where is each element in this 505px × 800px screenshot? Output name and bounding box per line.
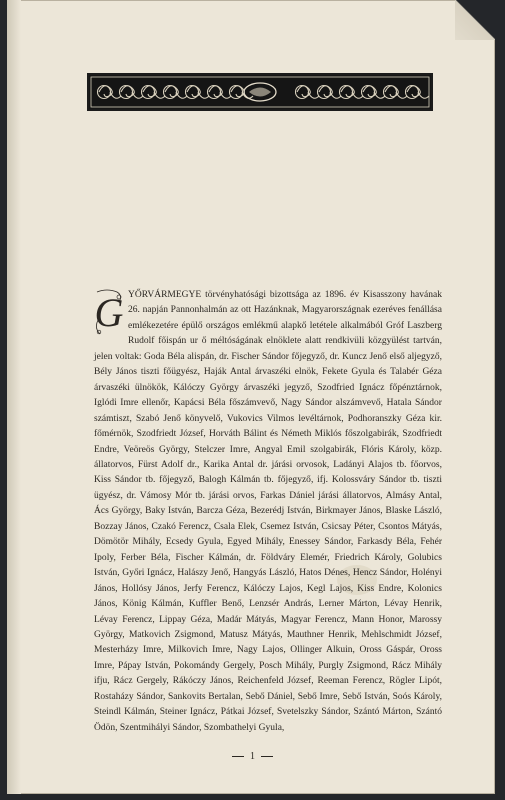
document-body-paragraph [94,288,442,736]
folded-corner [455,0,495,40]
ornamental-header-band [87,73,433,111]
document-page [7,0,495,794]
ornament-scroll-icon [89,75,431,109]
folio-dash-left [232,756,244,757]
page-number [0,751,505,762]
initial-letter-glyph: G [94,290,124,335]
page-number-value: 1 [250,751,255,762]
decorative-initial-letter [94,288,125,338]
paragraph-text: YŐRVÁRMEGYE törvényhatósági bizottsága az 1896. év Kisasszony havának 26. napján Pannonhalmán az ott Hazánknak, Magyarországnak ezeréves fenállása emlékezetére épülő országos emlékmű alapkő letétele alkalmából Gróf Laszberg Rudolf főispán ur ő méltóságának elnöklete alatt rendkivüli közgyülést tartván, jelen voltak: Goda Béla alispán, dr. Fischer Sándor főjegyző, dr. Kuncz Jenő első aljegyző, Bély János tiszti főügyész, Haják Antal árvaszéki elnök, Fekete Gyula és Talabér Géza árvaszéki ülnökök, Kálóczy György árvaszéki jegyző, Szodfried Ignácz főpénztárnok, Iglódi Imre ellenőr, Kapácsi Béla főszámvevő, Nagy Sándor alszámvevő, Hatala Sándor számtiszt, Szabó Jenő könyvelő, Vukovics Vilmos levéltárnok, Podhoranszky Géza kir. főmérnök, Szodfriedt József, Horváth Bálint és Németh Miklós főszolgabirák, Szodfriedt Endre, Veöreös György, Stelczer Imre, Angyal Emil szolgabirák, Flóris Károly, közp. állatorvos, Fürst Adolf dr., Karika Antal dr. járási orvosok, Ladányi Alajos tb. főorvos, Kiss Sándor tb. főjegyző, Balogh Kálmán tb. főjegyző, ifj. Kolossváry Sándor tb. tiszti ügyész, dr. Vámosy Mór tb. járási orvos, Farkas Dániel járási állatorvos, Almásy Antal, Ács György, Baky István, Barcza Géza, Bezerédj István, Birkmayer János, Blaske László, Bozzay János, Czakó Ferencz, Csala Elek, Csemez István, Csicsay Péter, Csontos Mátyás, Dömötör Mihály, Ecsedy Gyula, Egyed Mihály, Enessey Sándor, Farkasdy Béla, Fehér Ipoly, Ferber Béla, Fischer Kálmán, dr. Földváry Elemér, Friedrich Károly, Golubics István, Győri Ignácz, Halászy Jenő, Hangyás László, Hatos Dénes, Hencz Sándor, Holényi János, Hollósy János, Jerfy Ferencz, Kálóczy Lajos, Kegl Lajos, Kiss Endre, Kolonics János, König Kálmán, Kuffler Benő, Lenzsér András, Lerner Márton, Lévay Henrik, Lévay Ferencz, Lippay Géza, Madár Mátyás, Magyar Ferencz, Mann Honor, Marossy György, Matkovich Zsigmond, Matusz Mátyás, Mauthner Henrik, Mehlschmidt József, Mesterházy Imre, Milkovich Imre, Nagy Lajos, Ollinger Alkuin, Oross Gáspár, Oross Imre, Pápay István, Pokomándy Gergely, Posch Mihály, Purgly Zsigmond, Rácz Mihály ifju, Rácz Gergely, Rákóczy János, Reichenfeld József, Reeman Ferencz, Rögler Lipót, Rostaházy Sándor, Sankovits Bertalan, Sebő Dániel, Sebő Imre, Sebő István, Soós Károly, Steindl Kálmán, Steiner Ignácz, Pátkai József, Svetelszky Sándor, Szántó Márton, Szántó Ödön, Szentmihályi Sándor, Szombathelyi Gyula, [94,290,442,733]
folio-dash-right [261,756,273,757]
